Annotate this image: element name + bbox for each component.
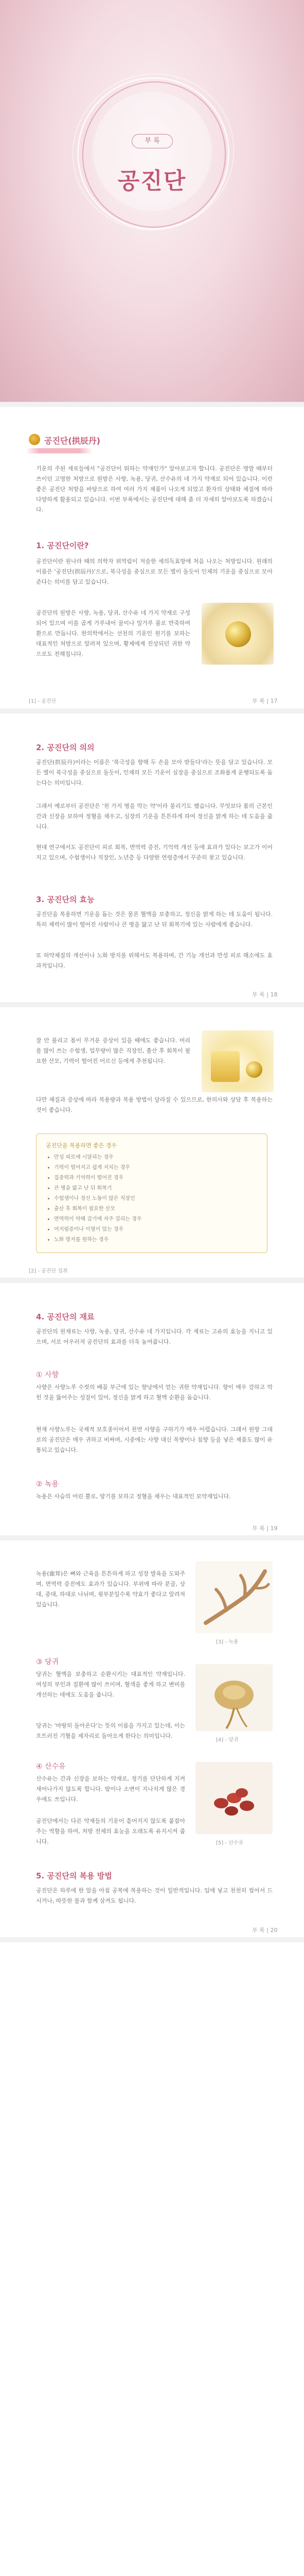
list-item: • 기력이 떨어지고 쉽게 지치는 경우: [54, 1163, 258, 1173]
sansuyu-paragraph-2: 공진단에서는 다른 약재들의 기운이 흩어지지 않도록 붙잡아 주는 역할을 하여, 처방 전체의 효능을 오래도록 유지시켜 줍니다.: [36, 1818, 185, 1845]
page-number-17: 부 록 | 17: [252, 698, 278, 704]
gold-pill-icon: [29, 434, 40, 445]
s3-paragraph-3: 잘 안 풀리고 몸이 무거운 증상이 있을 때에도 좋습니다. 머리를 많이 쓰는 수험생, 업무량이 많은 직장인, 출산 후 회복이 필요한 산모, 기력이 떨어진 어르신 등에게 추천됩니다.: [36, 1037, 190, 1064]
s4-intro: 공진단의 원재료는 사향, 녹용, 당귀, 산수유 네 가지입니다. 각 재료는 고유의 효능을 지니고 있으며, 서로 어우러져 공진단의 효과를 더욱 높여줍니다.: [36, 1328, 273, 1345]
heading-dosage: 5. 공진단의 복용 방법: [36, 1871, 112, 1880]
title-underline: [26, 448, 93, 453]
page-number-20: 부 록 | 20: [252, 1927, 278, 1934]
danggui-root-icon: [195, 1664, 273, 1731]
page-separator: [0, 708, 304, 714]
list-item: • 만성 피로에 시달리는 경우: [54, 1153, 258, 1163]
antler-paragraph-1: 녹용은 사슴의 어린 뿔로, 양기를 보하고 정혈을 채우는 대표적인 보약재입니다.: [36, 1493, 231, 1500]
heading-meaning: 2. 공진단의 의의: [36, 743, 95, 752]
list-item: • 어지럼증이나 이명이 있는 경우: [54, 1225, 258, 1235]
s3-paragraph-2: 또 허약체질의 개선이나 노화 방지를 위해서도 복용하며, 간 기능 개선과 만성 피로 해소에도 효과적입니다.: [36, 952, 273, 969]
page-separator: [0, 1535, 304, 1540]
s2-paragraph-2: 그래서 예로부터 공진단은 '천 가지 병을 막는 약'이라 불리기도 했습니다. 무엇보다 몸의 근본인 간과 신장을 보하여 정혈을 채우고, 심장의 기운을 튼튼하게 하여 정신을 맑게 하는 데 도움을 줍니다.: [36, 803, 273, 830]
s3-paragraph-4: 다만 체질과 증상에 따라 복용량과 복용 방법이 달라질 수 있으므로, 한의사와 상담 후 복용하는 것이 좋습니다.: [36, 1096, 273, 1113]
sansuyu-photo: [195, 1762, 273, 1834]
page-blank-area: [0, 1942, 304, 2576]
caption-5: [5] - 산수유: [216, 1840, 244, 1846]
heading-effects: 3. 공진단의 효능: [36, 895, 95, 904]
list-item: • 면역력이 약해 감기에 자주 걸리는 경우: [54, 1214, 258, 1225]
s1-paragraph-1: 공진단이란 원나라 때의 의학자 위역림이 저술한 세의득효방에 처음 나오는 처방입니다. 원래의 이름은 '공진단(拱辰丹)'으로, 북극성을 중심으로 모든 별이 돌듯이 인체의 기운을 중심으로 모아준다는 의미를 담고 있습니다.: [36, 558, 273, 585]
cover-page: [0, 0, 304, 402]
s2-paragraph-3: 현대 연구에서도 공진단이 피로 회복, 면역력 증진, 기억력 개선 등에 효과가 있다는 보고가 이어지고 있으며, 수험생이나 직장인, 노년층 등 다양한 연령층에서 꾸준히 찾고 있습니다.: [36, 844, 273, 861]
danggui-paragraph-1: 당귀는 혈액을 보충하고 순환시키는 대표적인 약재입니다. 여성의 부인과 질환에 많이 쓰이며, 혈색을 좋게 하고 변비를 개선하는 데에도 도움을 줍니다.: [36, 1671, 185, 1698]
page-separator: [0, 1278, 304, 1283]
s1-paragraph-2: 공진단의 원방은 사향, 녹용, 당귀, 산수유 네 가지 약재로 구성되어 있으며 이를 곱게 가루내어 꿀이나 밀가루 풀로 반죽하여 환으로 만듭니다. 한의학에서는 선천의 기운인 원기를 보하는 대표적인 처방으로 알려져 있으며, 황제에게 진상되던 귀한 약으로도 전해집니다.: [36, 609, 190, 657]
page-number-19: 부 록 | 19: [252, 1525, 278, 1532]
cover-appendix-badge: 부 록: [132, 134, 173, 148]
caption-1: [1] - 공진단: [29, 699, 57, 704]
cover-title: 공진단: [117, 168, 187, 194]
subhead-musk: ① 사향: [36, 1371, 59, 1379]
drink-cup: [211, 1051, 240, 1082]
page-separator: [0, 402, 304, 407]
section-main-title: 공진단(拱辰丹): [44, 436, 100, 446]
gold-pill: [246, 1061, 262, 1078]
list-item: • 집중력과 기억력이 떨어진 경우: [54, 1173, 258, 1183]
s3-paragraph-1: 공진단을 복용하면 기운을 돕는 것은 물론 혈액을 보충하고, 정신을 맑게 하는 데 도움이 됩니다. 특히 체력이 많이 떨어진 사람이나 큰 병을 앓고 난 뒤 회복기에 있는 사람에게 좋습니다.: [36, 911, 273, 928]
deer-antler-icon: [195, 1561, 273, 1633]
s5-paragraph-1: 공진단은 하루에 한 알을 아침 공복에 복용하는 것이 일반적입니다. 입에 넣고 천천히 씹어서 드시거나, 따뜻한 물과 함께 삼켜도 됩니다.: [36, 1887, 273, 1904]
s2-paragraph-1: 공진단(拱辰丹)이라는 이름은 '북극성을 향해 두 손을 모아 받들다'라는 뜻을 담고 있습니다. 모든 별이 북극성을 중심으로 돌듯이, 인체의 모든 기운이 심장을 중심으로 조화롭게 운행되도록 돕는다는 의미입니다.: [36, 759, 273, 786]
recommend-box-title: 공진단을 복용하면 좋은 경우: [46, 1142, 117, 1149]
danggui-photo: [195, 1664, 273, 1731]
musk-paragraph-2: 현재 사향노루는 국제적 보호종이어서 천연 사향을 구하기가 매우 어렵습니다. 그래서 원방 그대로의 공진단은 매우 귀하고 비싸며, 시중에는 사향 대신 목향이나 침향 등을 넣은 제품도 많이 유통되고 있습니다.: [36, 1426, 273, 1453]
intro-paragraph: 기운의 주된 재료들에서 "공진단이 뭐하는 약재인가" 알아보고자 합니다. 공진단은 명말 때부터 쓰이던 고명한 처방으로 원방은 사향, 녹용, 당귀, 산수유의 네 가지 약재로 되어 있습니다. 이런 좋은 공진단 처방을 바탕으로 하여 여러 가지 제품이 나오게 되었고 환자의 상태와 체질에 따라 다양하게 활용되고 있습니다. 이번 부록에서는 공진단에 대해 좀 더 자세히 알아보도록 하겠습니다.: [36, 465, 273, 513]
list-item: • 출산 후 회복이 필요한 산모: [54, 1204, 258, 1214]
deer-antler-photo: [195, 1561, 273, 1633]
recommend-list: [46, 1153, 258, 1245]
antler-paragraph-2: 녹용(鹿茸)은 뼈와 근육을 튼튼하게 하고 성장 발육을 도와주며, 면역력 증진에도 효과가 있습니다. 부위에 따라 분골, 상대, 중대, 하대로 나뉘며, 윗부분일수록 약효가 좋다고 알려져 있습니다.: [36, 1570, 185, 1608]
caption-2: [2] - 공진단 섭취: [29, 1268, 68, 1274]
gongjindan-pill-photo: [202, 603, 274, 665]
list-item: • 큰 병을 앓고 난 뒤 회복기: [54, 1183, 258, 1194]
page-separator: [0, 1002, 304, 1007]
sansuyu-fruit-icon: [195, 1762, 273, 1834]
caption-3: [3] - 녹용: [216, 1639, 239, 1645]
subhead-danggui: ③ 당귀: [36, 1658, 59, 1666]
recommend-box: [36, 1133, 267, 1253]
heading-ingredients: 4. 공진단의 재료: [36, 1312, 95, 1321]
musk-paragraph-1: 사향은 사향노루 수컷의 배꼽 부근에 있는 향낭에서 얻는 귀한 약재입니다. 향이 매우 강하고 막힌 것을 뚫어주는 성질이 있어, 정신을 맑게 하고 혈액 순환을 돕습니다.: [36, 1384, 273, 1401]
page-number-18: 부 록 | 18: [252, 991, 278, 998]
heading-what-is-gongjindan: 1. 공진단이란?: [36, 541, 89, 550]
pill-and-drink-photo: [202, 1030, 274, 1092]
sansuyu-paragraph-1: 산수유는 간과 신장을 보하는 약재로, 정기를 단단하게 지켜 새어나가지 않도록 합니다. 땀이나 소변이 지나치게 많은 경우에도 쓰입니다.: [36, 1775, 185, 1803]
gold-pill: [225, 621, 251, 647]
danggui-paragraph-2: 당귀는 '마땅히 돌아온다'는 뜻의 이름을 가지고 있는데, 이는 흐트러진 기혈을 제자리로 돌아오게 한다는 의미입니다.: [36, 1722, 185, 1739]
list-item: • 수험생이나 정신 노동이 많은 직장인: [54, 1194, 258, 1204]
caption-4: [4] - 당귀: [216, 1737, 239, 1743]
subhead-antler: ② 녹용: [36, 1480, 59, 1488]
list-item: • 노화 방지를 원하는 경우: [54, 1235, 258, 1245]
page-separator: [0, 1937, 304, 1942]
subhead-sansuyu: ④ 산수유: [36, 1762, 66, 1771]
